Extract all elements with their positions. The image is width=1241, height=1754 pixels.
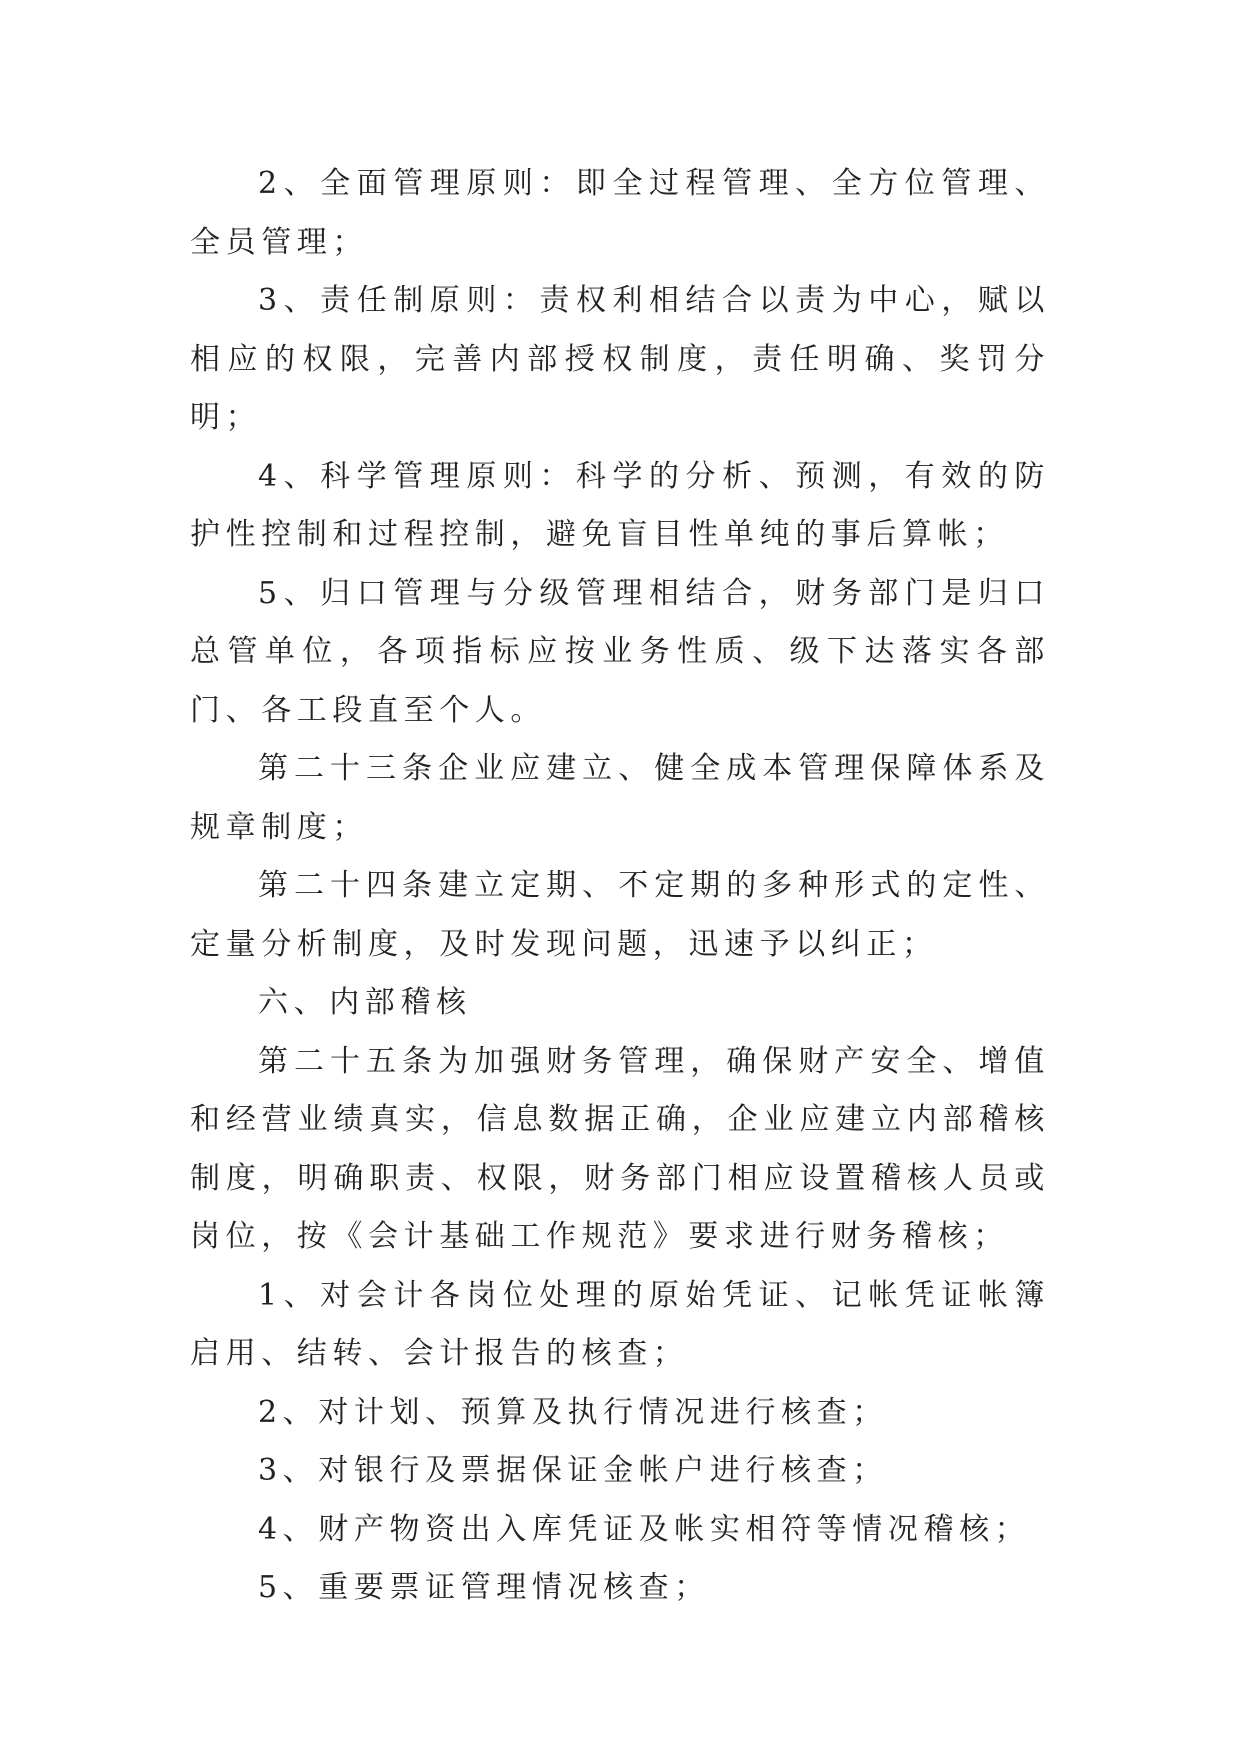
paragraph-principle-2: 2、全面管理原则：即全过程管理、全方位管理、全员管理； <box>190 166 1050 260</box>
paragraph-audit-item-2: 2、对计划、预算及执行情况进行核查； <box>258 1394 888 1430</box>
paragraph-article-25: 第二十五条为加强财务管理，确保财产安全、增值和经营业绩真实，信息数据正确，企业应建立内部稽核制度，明确职责、权限，财务部门相应设置稽核人员或岗位，按《会计基础工作规范》要求进行财务稽核； <box>190 1043 1050 1254</box>
paragraph-article-23: 第二十三条企业应建立、健全成本管理保障体系及规章制度； <box>190 751 1050 845</box>
paragraph-audit-item-3: 3、对银行及票据保证金帐户进行核查； <box>258 1453 888 1488</box>
paragraph-audit-item-4: 4、财产物资出入库凭证及帐实相符等情况稽核； <box>258 1511 1031 1547</box>
document-body <box>190 155 1050 1618</box>
paragraph-audit-item-5: 5、重要票证管理情况核查； <box>258 1570 710 1605</box>
paragraph-principle-4: 4、科学管理原则：科学的分析、预测，有效的防护性控制和过程控制，避免盲目性单纯的事后算帐； <box>190 458 1050 552</box>
paragraph-principle-3: 3、责任制原则：责权利相结合以责为中心，赋以相应的权限，完善内部授权制度，责任明确、奖罚分明； <box>190 283 1050 435</box>
paragraph-article-24: 第二十四条建立定期、不定期的多种形式的定性、定量分析制度，及时发现问题，迅速予以纠正； <box>190 868 1050 962</box>
paragraph-audit-item-1: 1、对会计各岗位处理的原始凭证、记帐凭证帐簿启用、结转、会计报告的核查； <box>190 1277 1050 1371</box>
paragraph-principle-5: 5、归口管理与分级管理相结合，财务部门是归口总管单位，各项指标应按业务性质、级下达落实各部门、各工段直至个人。 <box>190 575 1050 728</box>
section-heading-internal-audit: 六、内部稽核 <box>258 985 472 1020</box>
